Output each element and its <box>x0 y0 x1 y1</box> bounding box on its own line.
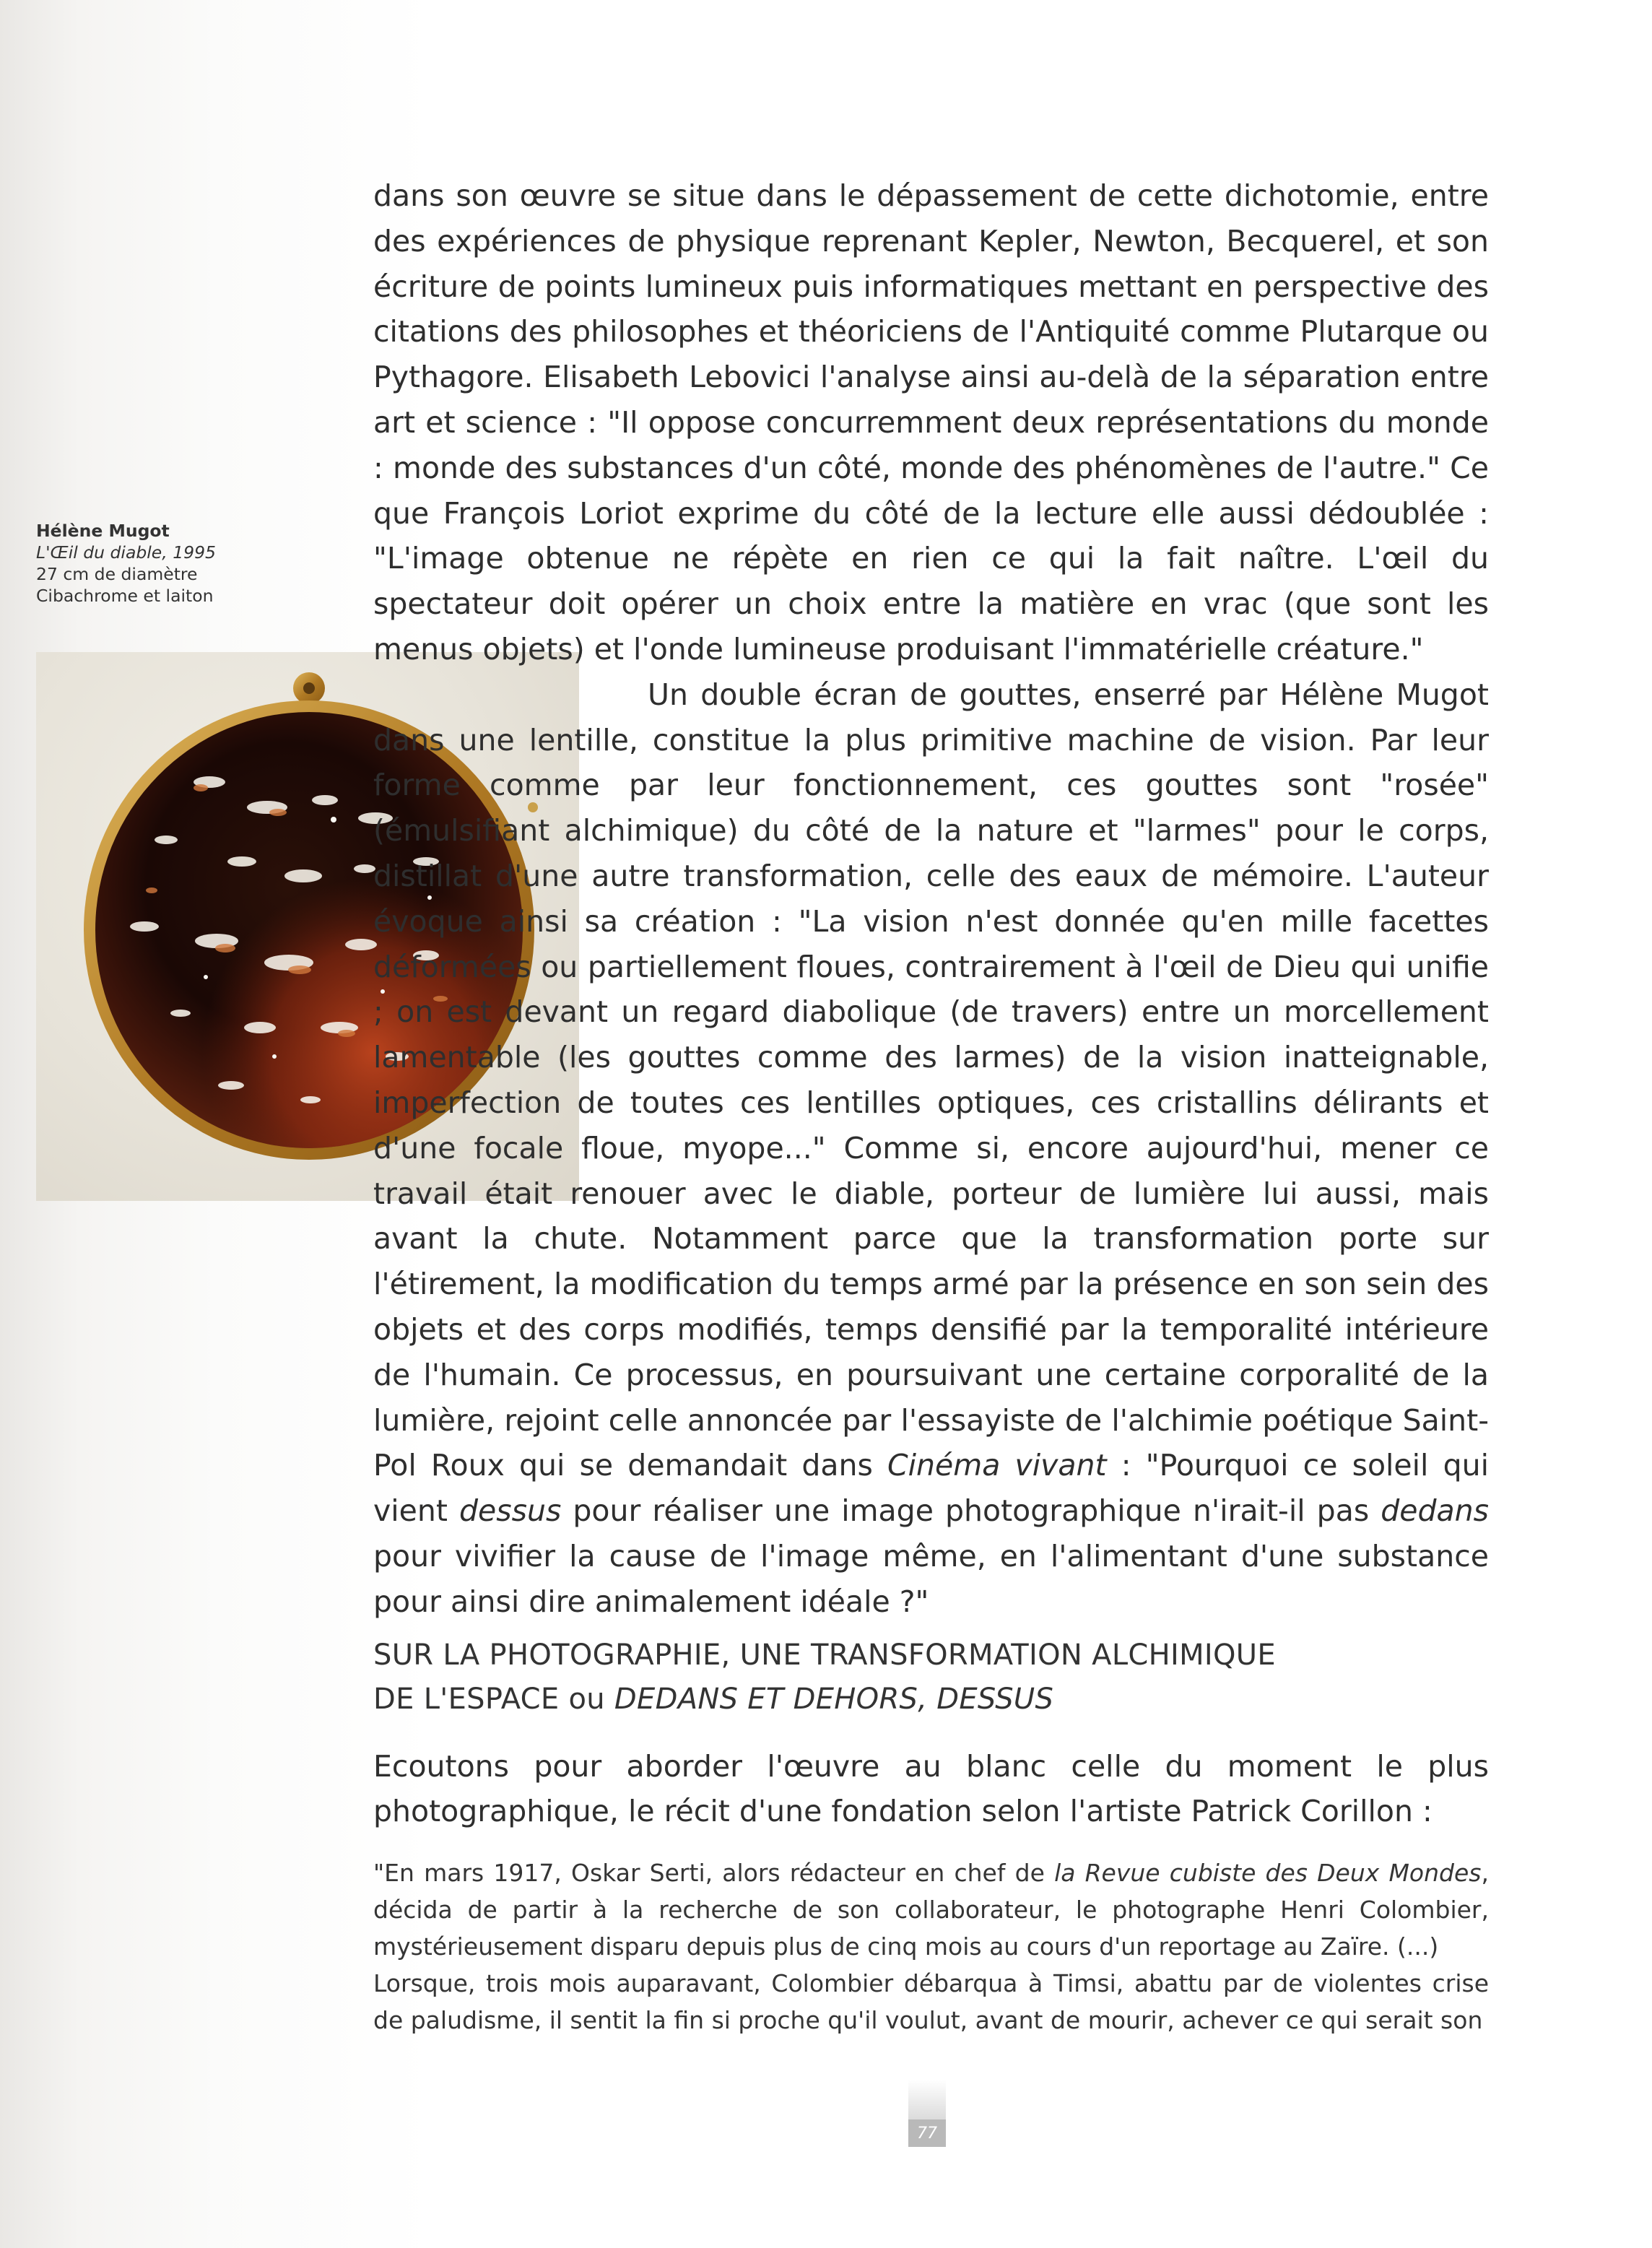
page-number-strip <box>908 2080 946 2119</box>
word-dedans: dedans <box>1381 1493 1489 1529</box>
quote-journal-title: la Revue cubiste des Deux Mondes <box>1054 1859 1482 1887</box>
section-heading <box>373 1633 1489 1722</box>
quote-text-a: "En mars 1917, Oskar Serti, alors rédacteur en chef de <box>373 1859 1055 1887</box>
intro-paragraph: Ecoutons pour aborder l'œuvre au blanc celle du moment le plus photographique, le récit d'une fondation selon l'artiste Patrick Corillon : <box>373 1749 1489 1828</box>
page-number: 77 <box>908 2119 946 2147</box>
paragraph-2-text: Un double écran de gouttes, enserré par Hélène Mugot dans une lentille, constitue la plus primitive machine de vision. Par leur forme comme par leur fonctionnement, ces gouttes sont "rosée" (émulsifiant alchimique) du côté de la nature et "larmes" pour le corps, distillat d'une autre transformation, celle des eaux de mémoire. L'auteur évoque ainsi sa création : "La vision n'est donnée qu'en mille facettes déformées ou partiellement floues, contrairement à l'œil de Dieu qui unifie ; on est devant un regard diabolique (de travers) entre un morcellement lamentable (les gouttes comme des larmes) de la vision inatteignable, imperfection de toutes ces lentilles optiques, ces cristallins délirants et d'une focale floue, myope..." Comme si, encore aujourd'hui, mener ce travail était renouer avec le diable, porteur de lumière lui aussi, mais avant la chute. Notamment parce que la transformation porte sur l'étirement, la modification du temps armé par la présence en son sein des objets et des corps modifiés, temps densifié par la temporalité intérieure de l'humain. Ce processus, en poursuivant une certaine corporalité de la lumière, rejoint celle annoncée par l'essayiste de l'alchimie poétique Saint-Pol Roux qui se demandait dans <box>373 677 1489 1483</box>
paragraph-2-quote-b: pour réaliser une image photographique n'irait-il pas <box>561 1493 1381 1529</box>
paragraph-2-quote-a: : "Pourquoi ce soleil qui vient <box>373 1448 1489 1529</box>
quote-text-b: , décida de partir à la recherche de son collaborateur, le photographe Henri Colombier, mystérieusement disparu depuis plus de cinq mois au cours d'un reportage au Zaïre. (...) <box>373 1859 1489 1961</box>
caption-dimensions: 27 cm de diamètre <box>36 564 198 584</box>
quote-para-2: Lorsque, trois mois auparavant, Colombier débarqua à Timsi, abattu par de violentes crise de paludisme, il sentit la fin si proche qu'il voulut, avant de mourir, achever ce qui serait son <box>373 1969 1489 2034</box>
block-quote <box>373 1854 1489 2039</box>
heading-line-2-plain: DE L'ESPACE ou <box>373 1683 614 1716</box>
paragraph-2 <box>373 672 1489 1625</box>
caption-artist: Hélène Mugot <box>36 521 170 541</box>
caption-medium: Cibachrome et laiton <box>36 586 214 606</box>
word-dessus: dessus <box>459 1493 562 1529</box>
quote-para-1 <box>373 1854 1489 1965</box>
main-text-column <box>373 173 1489 1625</box>
image-float-spacer <box>0 173 238 1210</box>
heading-line-1: SUR LA PHOTOGRAPHIE, UNE TRANSFORMATION ALCHIMIQUE <box>373 1639 1276 1672</box>
caption-title: L'Œil du diable, 1995 <box>36 542 216 563</box>
cinema-vivant-title: Cinéma vivant <box>887 1448 1107 1483</box>
heading-line-2-italic: DEDANS ET DEHORS, DESSUS <box>614 1683 1054 1716</box>
paragraph-1: dans son œuvre se situe dans le dépassement de cette dichotomie, entre des expériences de physique reprenant Kepler, Newton, Becquerel, et son écriture de points lumineux puis informatiques mettant en perspective des citations des philosophes et théoriciens de l'Antiquité comme Plutarque ou Pythagore. Elisabeth Lebovici l'analyse ainsi au-delà de la séparation entre art et science : "Il oppose concurremment deux représentations du monde : monde des substances d'un côté, monde des phénomènes de l'autre." Ce que François Loriot exprime du côté de la lecture elle aussi dédoublée : "L'image obtenue ne répète en rien ce qui la fait naître. L'œil du spectateur doit opérer un choix entre la matière en vrac (que sont les menus objets) et l'onde lumineuse produisant l'immatérielle créature." <box>373 178 1489 667</box>
heading-line-2 <box>373 1678 1489 1722</box>
paragraph-2-quote-c: pour vivifier la cause de l'image même, en l'alimentant d'une substance pour ainsi dire animalement idéale ?" <box>373 1538 1489 1619</box>
